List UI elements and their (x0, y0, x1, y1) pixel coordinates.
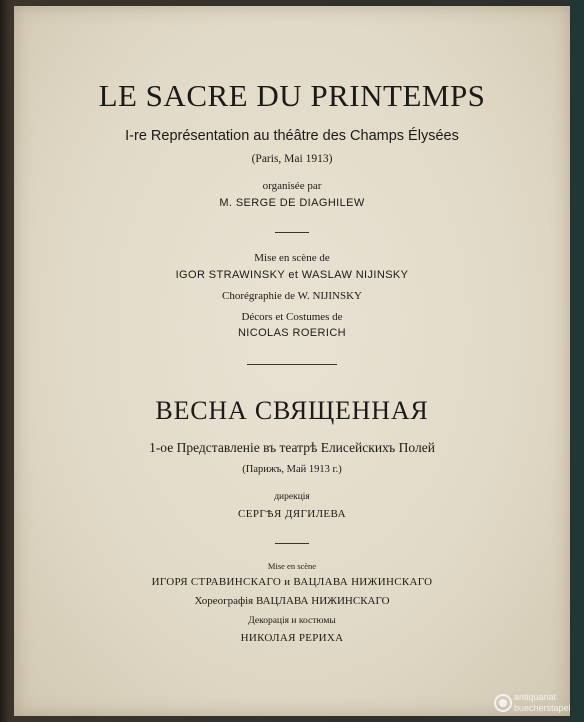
russian-choreography: Хореографія ВАЦЛАВА НИЖИНСКАГО (194, 595, 390, 607)
watermark-line-2: buecherstapel (514, 703, 571, 713)
watermark-logo-icon (494, 694, 512, 712)
french-date: (Paris, Mai 1913) (251, 153, 333, 165)
watermark-text (514, 692, 571, 714)
french-choreography: Chorégraphie de W. NIJINSKY (222, 290, 362, 302)
french-decor-label: Décors et Costumes de (241, 311, 343, 323)
divider-rule (275, 232, 309, 233)
french-organised-label: organisée par (262, 180, 322, 192)
russian-title: ВЕСНА СВЯЩЕННАЯ (155, 396, 429, 425)
watermark-line-1: antiquariat (514, 692, 557, 702)
french-decor-author: NICOLAS ROERICH (237, 327, 347, 339)
section-divider-rule (247, 364, 337, 365)
french-staging-authors: IGOR STRAWINSKY et WASLAW NIJINSKY (175, 269, 409, 281)
french-title: LE SACRE DU PRINTEMPS (98, 78, 486, 113)
russian-subtitle: 1-ое Представленіе въ театрѣ Елисейскихъ Полей (149, 440, 435, 455)
russian-decor-label: Декорація и костюмы (248, 616, 336, 626)
divider-rule (275, 543, 309, 544)
russian-date: (Парижъ, Май 1913 г.) (242, 464, 342, 475)
watermark-stamp (494, 690, 578, 718)
program-page (14, 6, 570, 716)
french-subtitle: I-re Représentation au théâtre des Champs Élysées (125, 128, 459, 144)
russian-staging-label: Mise en scène (267, 561, 317, 571)
french-staging-label: Mise en scène de (254, 252, 330, 264)
russian-organised-label: дирекція (274, 492, 310, 502)
russian-staging-authors: ИГОРЯ СТРАВИНСКАГО и ВАЦЛАВА НИЖИНСКАГО (151, 576, 433, 588)
russian-organiser: СЕРГѢЯ ДЯГИЛЕВА (238, 508, 346, 520)
russian-decor-author: НИКОЛАЯ РЕРИХА (240, 632, 344, 644)
french-organiser: M. SERGE DE DIAGHILEW (219, 197, 365, 209)
